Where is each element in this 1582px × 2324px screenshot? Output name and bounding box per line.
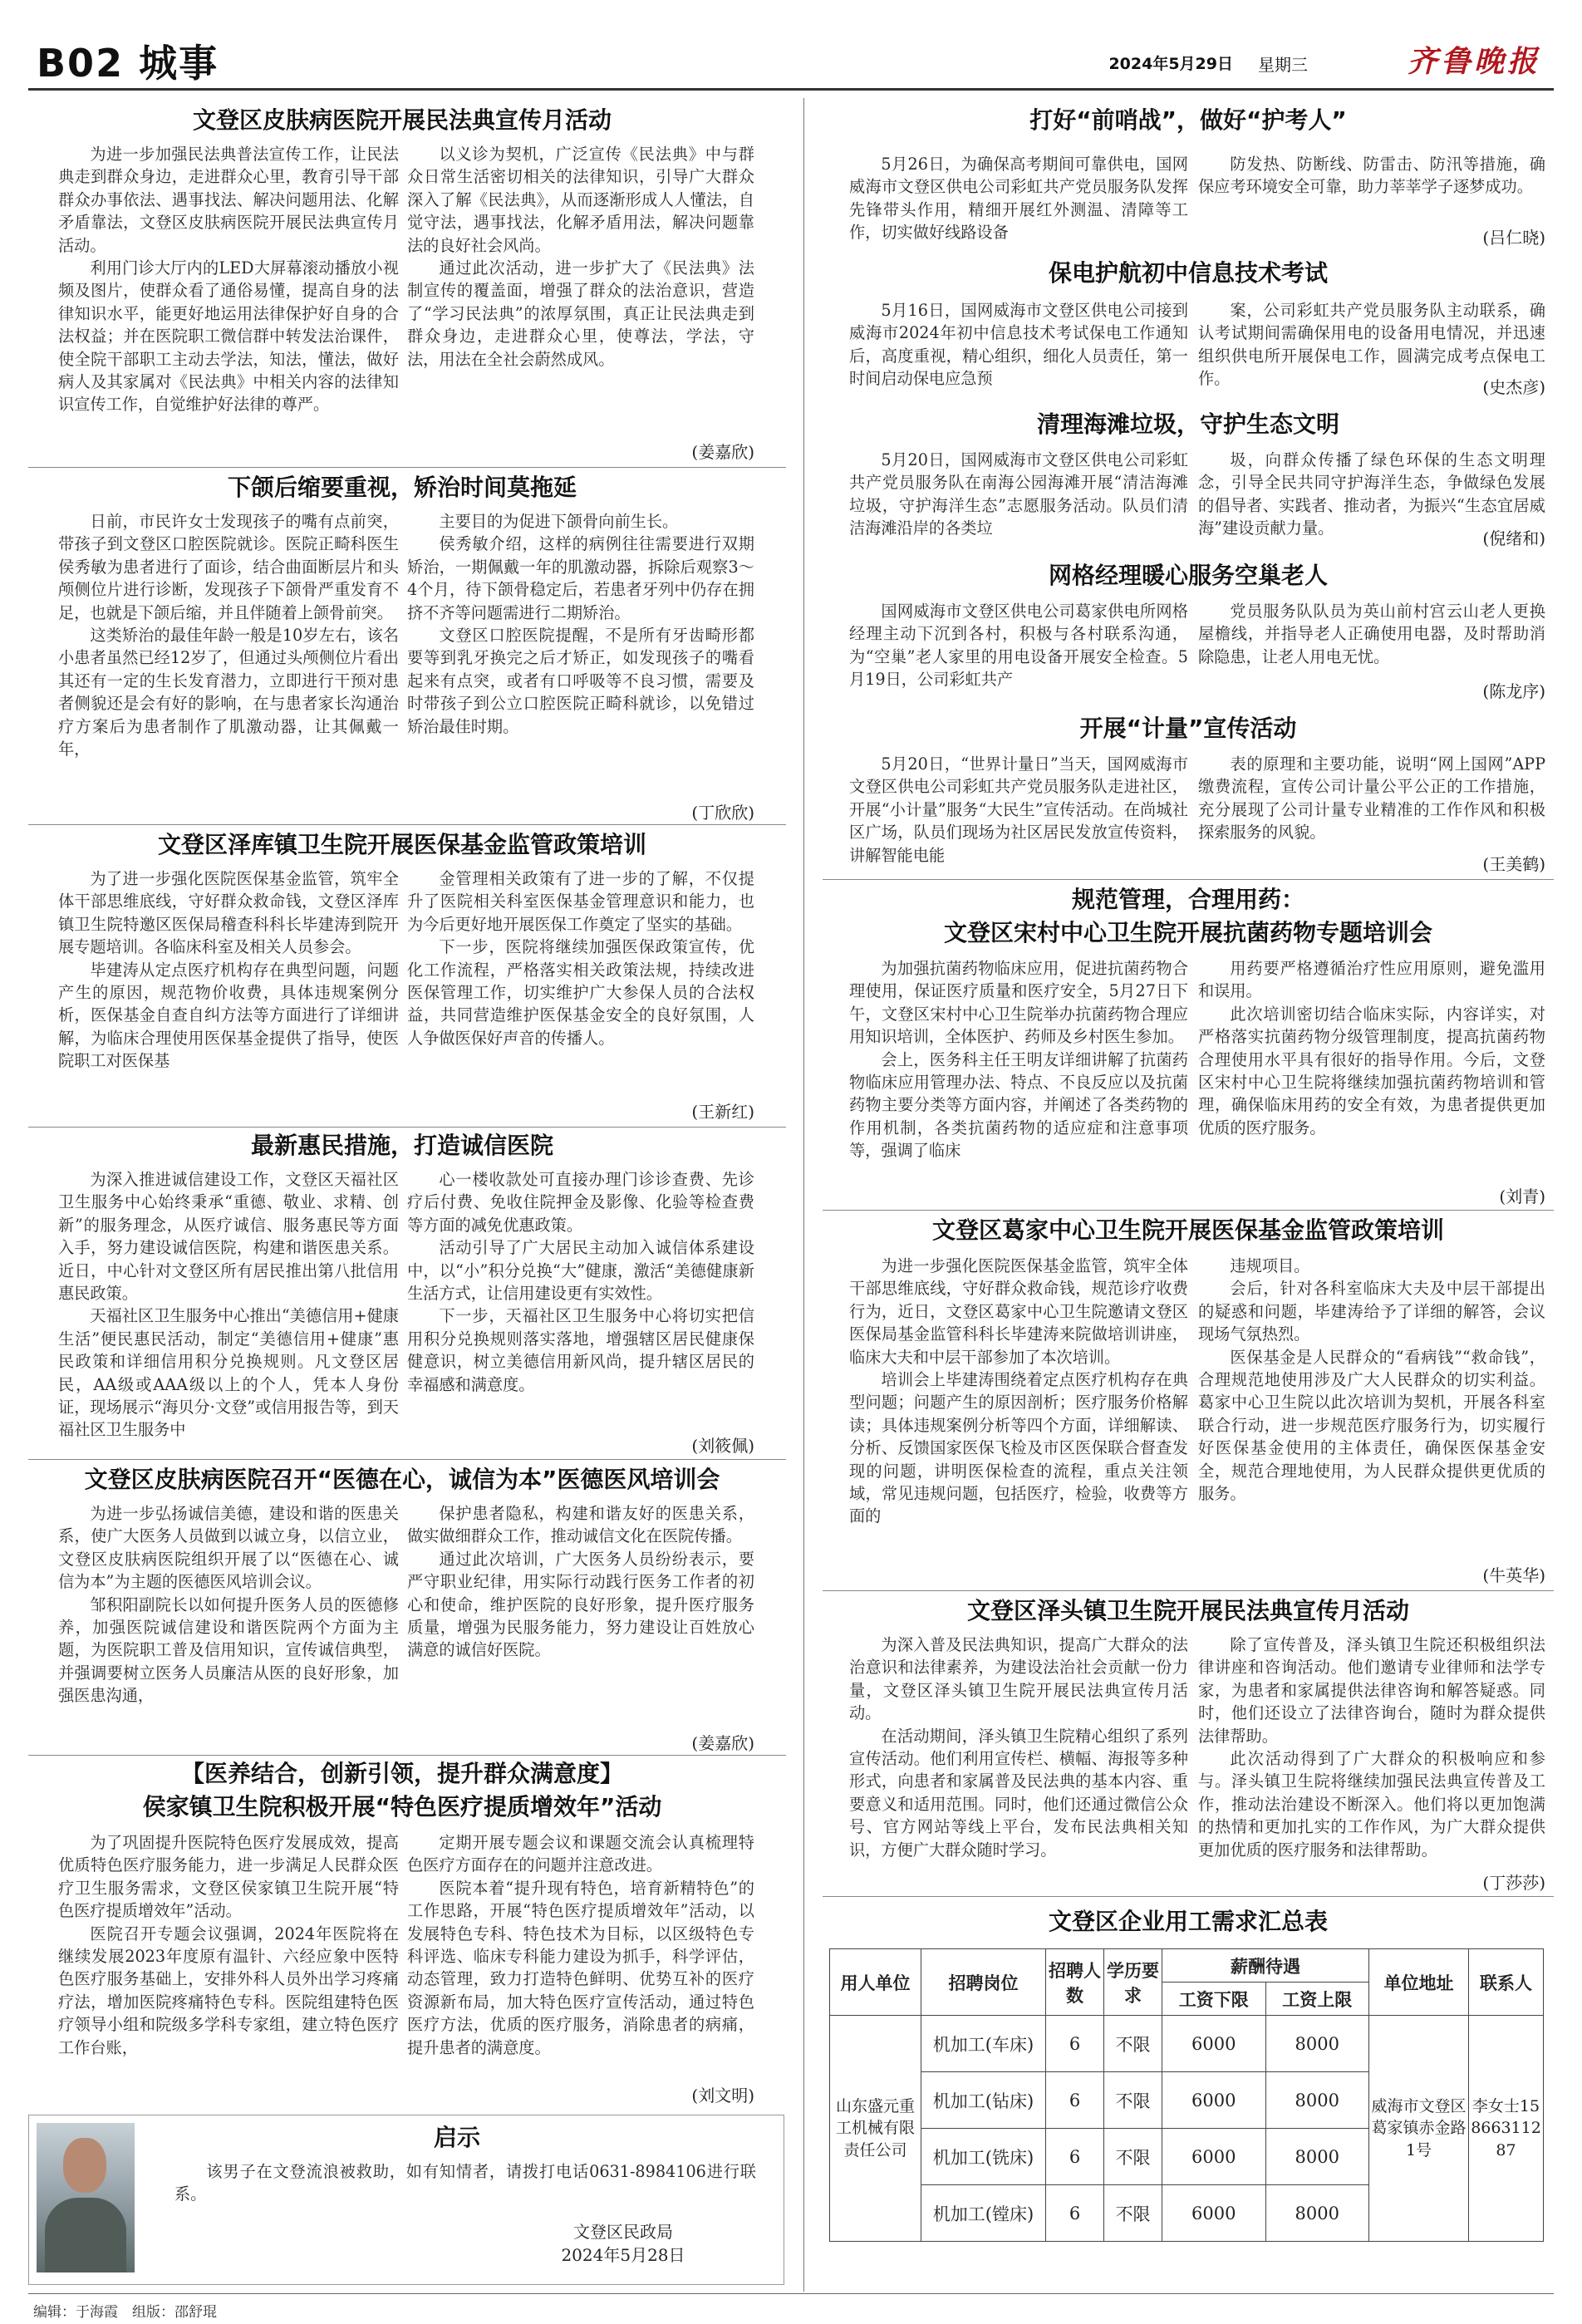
article-subtitle: 侯家镇卫生院积极开展“特色医疗提质增效年”活动: [142, 1793, 662, 1820]
article-body-col1: [849, 1634, 1188, 1891]
paragraph: 医院召开专题会议强调，2024年医院将在继续发展2023年度原有温针、六经应象中医特色医疗服务基础上，安排外科人员外出学习疼痛疗法，增加医院疼痛特色专科。医院组建特色医疗领导小组和院级多学科专家组，建立特色医疗工作台账，: [58, 1924, 399, 2057]
article-author: (史杰彦): [1482, 377, 1545, 397]
paragraph: 防发热、防断线、防雷击、防汛等措施，确保应考环境安全可靠，助力莘莘学子逐梦成功。: [1198, 155, 1545, 197]
edu-cell: 不限: [1104, 2129, 1162, 2185]
jobs-table: [829, 1948, 1544, 2242]
col-header-address: 单位地址: [1369, 1949, 1469, 2016]
employer-cell: 山东盛元重工机械有限责任公司: [830, 2016, 921, 2242]
article-title: 网格经理暖心服务空巢老人: [1048, 562, 1328, 589]
col-header-position: 招聘岗位: [921, 1949, 1046, 2016]
section-title: B02 城事: [37, 41, 219, 86]
column-divider: [803, 98, 804, 2292]
article-body-col1: [849, 1255, 1188, 1599]
article-author: (吕仁晓): [1482, 228, 1545, 248]
table-row: [830, 2016, 1544, 2072]
notice-date: 2024年5月28日: [561, 2245, 685, 2265]
article-author: (王新红): [691, 1102, 754, 1122]
edu-cell: 不限: [1104, 2016, 1162, 2072]
paragraph: 天福社区卫生服务中心推出“美德信用+健康生活”便民惠民活动，制定“美德信用+健康”惠民政策和详细信用积分兑换规则。凡文登区居民，AA级或AAA级以上的个人，凭本人身份证，现场展示“海贝分·文登”或信用报告等，到天福社区卫生服务中: [58, 1306, 399, 1440]
article-body-col1: [849, 957, 1188, 1210]
paragraph: 为深入推进诚信建设工作，文登区天福社区卫生服务中心始终秉承“重德、敬业、求精、创新”的服务理念，从医疗诚信、服务惠民等方面入手，努力建设诚信医院，构建和谐医患关系。近日，中心针对文登区所有居民推出第八批信用惠民政策。: [58, 1170, 399, 1304]
contact-cell: 李女士15866311287: [1469, 2016, 1544, 2242]
notice-text: [174, 2160, 756, 2210]
col-header-employer: 用人单位: [830, 1949, 921, 2016]
article-body-col2: [1198, 957, 1545, 1187]
article-title: 【医养结合，创新引领，提升群众满意度】: [180, 1760, 623, 1787]
paragraph: 定期开展专题会议和课题交流会认真梳理特色医疗方面存在的问题并注意改进。: [407, 1833, 754, 1875]
paragraph: 医院本着“提升现有特色，培育新精特色”的工作思路，开展“特色医疗提质增效年”活动，以发展特色专科、特色技术为目标，以区级特色专科评选、临床专科能力建设为抓手，科学评估，动态管理，致力打造特色鲜明、优势互补的医疗资源新布局，加大特色医疗宣传活动，通过特色医疗方法，优质的医疗服务，消除患者的病痛，提升患者的满意度。: [407, 1878, 754, 2057]
article-author: (姜嘉欣): [691, 442, 754, 462]
paragraph: 下一步，天福社区卫生服务中心将切实把信用积分兑换规则落实落地，增强辖区居民健康保健意识，树立美德信用新风尚，提升辖区居民的幸福感和满意度。: [407, 1306, 754, 1394]
paragraph: 侯秀敏介绍，这样的病例往往需要进行双期矫治，一期佩戴一年的肌激动器，拆除后观察3～4个月，待下颌骨稳定后，若患者牙列中仍存在拥挤不齐等问题需进行二期矫治。: [407, 534, 754, 622]
article-body-col1: [849, 600, 1188, 693]
article-title: 文登区皮肤病医院开展民法典宣传月活动: [192, 106, 612, 134]
paragraph: 国网威海市文登区供电公司葛家供电所网格经理主动下沉到各村，积极与各村联系沟通，为“空巢”老人家里的用电设备开展安全检查。5月19日，公司彩虹共产: [849, 602, 1188, 690]
paragraph: 此次活动得到了广大群众的积极响应和参与。泽头镇卫生院将继续加强民法典宣传普及工作，推动法治建设不断深入。他们将以更加饱满的热情和更加扎实的工作作风，为广大群众提供更加优质的医疗服务和法律帮助。: [1198, 1749, 1545, 1860]
position-cell: 机加工(钻床): [921, 2072, 1046, 2129]
paragraph: 除了宣传普及，泽头镇卫生院还积极组织法律讲座和咨询活动。他们邀请专业律师和法学专家，为患者和家属提供法律咨询和解答疑惑。同时，他们还设立了法律咨询台，随时为群众提供法律帮助。: [1198, 1635, 1545, 1746]
position-cell: 机加工(车床): [921, 2016, 1046, 2072]
paragraph: 5月20日，“世界计量日”当天，国网威海市文登区供电公司彩虹共产党员服务队走进社区，开展“小计量”服务“大民生”宣传活动。在尚城社区广场，队员们现场为社区居民发放宣传资料，讲解智能电能: [849, 754, 1188, 865]
paragraph: 日前，市民许女士发现孩子的嘴有点前突，带孩子到文登区口腔医院就诊。医院正畸科医生侯秀敏为患者进行了面诊，结合曲面断层片和头颅侧位片进行诊断，发现孩子下颌骨严重发育不足，也就是下颌后缩，并且伴随着上颌骨前突。: [58, 512, 399, 622]
col-header-salary-high: 工资上限: [1265, 1983, 1369, 2016]
position-cell: 机加工(铣床): [921, 2129, 1046, 2185]
paragraph: 金管理相关政策有了进一步的了解，不仅提升了医院相关科室医保基金管理意识和能力，也为今后更好地开展医保工作奠定了坚实的基础。: [407, 869, 754, 934]
paragraph: 会上，医务科主任王明友详细讲解了抗菌药物临床应用管理办法、特点、不良反应以及抗菌药物主要分类等方面内容，并阐述了各类药物的作用机制，各类抗菌药物的适应症和注意事项等，强调了临床: [849, 1049, 1188, 1161]
article-body-col1: [58, 867, 399, 1123]
salary-low-cell: 6000: [1162, 2129, 1266, 2185]
paragraph: 通过此次培训，广大医务人员纷纷表示，要严守职业纪律，用实际行动践行医务工作者的初心和使命，维护医院的良好形象，提升医疗服务质量，增强为民服务能力，努力建设让百姓放心满意的诚信好医院。: [407, 1549, 754, 1660]
col-header-edu: 学历要求: [1104, 1949, 1162, 2016]
header-rule: [28, 88, 1554, 91]
edu-cell: 不限: [1104, 2185, 1162, 2242]
count-cell: 6: [1046, 2016, 1104, 2072]
paragraph: 5月26日，为确保高考期间可靠供电，国网威海市文登区供电公司彩虹共产党员服务队发挥先锋带头作用，精细开展红外测温、清障等工作，切实做好线路设备: [849, 155, 1188, 243]
salary-low-cell: 6000: [1162, 2016, 1266, 2072]
col-header-count: 招聘人数: [1046, 1949, 1104, 2016]
article-author: (刘筱佩): [691, 1436, 754, 1456]
missing-person-photo: [37, 2123, 135, 2272]
col-header-salary: 薪酬待遇: [1162, 1949, 1369, 1983]
article-body-col1: [849, 449, 1188, 542]
count-cell: 6: [1046, 2185, 1104, 2242]
article-title: 文登区皮肤病医院召开“医德在心，诚信为本”医德医风培训会: [84, 1466, 720, 1493]
salary-high-cell: 8000: [1265, 2185, 1369, 2242]
count-cell: 6: [1046, 2072, 1104, 2129]
article-author: (王美鹤): [1482, 854, 1545, 874]
article-title: 文登区泽库镇卫生院开展医保基金监管政策培训: [157, 831, 646, 858]
article-title: 文登区泽头镇卫生院开展民法典宣传月活动: [966, 1597, 1409, 1624]
paragraph: 用药要严格遵循治疗性应用原则，避免滥用和误用。: [1198, 959, 1545, 1001]
article-title: 开展“计量”宣传活动: [1079, 715, 1297, 742]
article-body-col1: [849, 153, 1188, 244]
edu-cell: 不限: [1104, 2072, 1162, 2129]
paragraph: 下一步，医院将继续加强医保政策宣传，优化工作流程，严格落实相关政策法规，持续改进医保管理工作，切实维护广大参保人员的合法权益，共同营造维护医保基金安全的良好氛围，人人争做医保好声音的传播人。: [407, 937, 754, 1048]
notice-org: 文登区民政局: [573, 2222, 673, 2242]
article-body-col2: [1198, 1634, 1545, 1866]
paragraph: 心一楼收款处可直接办理门诊诊查费、先诊疗后付费、免收住院押金及影像、化验等检查费等方面的减免优惠政策。: [407, 1170, 754, 1235]
notice-title: 启示: [433, 2124, 480, 2151]
article-body-col1: [58, 1502, 399, 1752]
issue-date: 2024年5月29日: [1108, 55, 1233, 73]
count-cell: 6: [1046, 2129, 1104, 2185]
paragraph: 利用门诊大厅内的LED大屏幕滚动播放小视频及图片，使群众看了通俗易懂，提高自身的法律知识水平，能更好地运用法律保护好自身的合法权益；并在医院职工微信群中转发法治课件，使全院干部职工主动去学法，知法，懂法，做好病人及其家属对《民法典》中相关内容的法律知识宣传工作，自觉维护好法律的尊严。: [58, 258, 399, 415]
article-title: 文登区葛家中心卫生院开展医保基金监管政策培训: [931, 1216, 1444, 1244]
paragraph: 邹积阳副院长以如何提升医务人员的医德修养，加强医院诚信建设和谐医院两个方面为主题，为医院职工普及信用知识，宣传诚信典型，并强调要树立医务人员廉洁从医的良好形象，加强医患沟通，: [58, 1594, 399, 1706]
article-title: 保电护航初中信息技术考试: [1048, 259, 1328, 287]
paragraph: 5月16日，国网威海市文登区供电公司接到威海市2024年初中信息技术考试保电工作通知后，高度重视，精心组织，细化人员责任，第一时间启动保电应急预: [849, 301, 1188, 389]
paragraph: 在活动期间，泽头镇卫生院精心组织了系列宣传活动。他们利用宣传栏、横幅、海报等多种形式，向患者和家属普及民法典的基本内容、重要意义和适用范围。同时，他们还通过微信公众号、官方网站等线上平台，发布民法典相关知识，方便广大群众随时学习。: [849, 1726, 1188, 1860]
article-body-col1: [58, 143, 399, 459]
paragraph: 活动引导了广大居民主动加入诚信体系建设中，以“小”积分兑换“大”健康，激活“美德健康新生活方式，让信用建设更有实效性。: [407, 1238, 754, 1304]
article-author: (丁欣欣): [691, 803, 754, 823]
paragraph: 会后，针对各科室临床大夫及中层干部提出的疑惑和问题，毕建涛给予了详细的解答，会议现场气氛热烈。: [1198, 1279, 1545, 1344]
newspaper-logo: 齐鲁晚报: [1407, 44, 1540, 79]
salary-high-cell: 8000: [1265, 2016, 1369, 2072]
article-body-col2: [407, 1502, 754, 1728]
paragraph: 为了进一步强化医院医保基金监管，筑牢全体干部思维底线，守好群众救命钱，文登区泽库镇卫生院特邀区医保局稽查科科长毕建涛到院开展专题培训。各临床科室及相关人员参会。: [58, 869, 399, 957]
article-author: (牛英华): [1482, 1565, 1545, 1585]
paragraph: 此次培训密切结合临床实际，内容详实，对严格落实抗菌药物分级管理制度，提高抗菌药物合理使用水平具有很好的指导作用。今后，文登区宋村中心卫生院将继续加强抗菌药物培训和管理，确保临床用药的安全有效，为患者提供更加优质的医疗服务。: [1198, 1004, 1545, 1137]
paragraph: 案，公司彩虹共产党员服务队主动联系，确认考试期间需确保用电的设备用电情况，并迅速组织供电所开展保电工作，圆满完成考点保电工作。: [1198, 301, 1545, 389]
article-body-col2: [407, 143, 754, 435]
article-author: (丁莎莎): [1482, 1873, 1545, 1893]
col-header-contact: 联系人: [1469, 1949, 1544, 2016]
article-author: (姜嘉欣): [691, 1733, 754, 1753]
paragraph: 为深入普及民法典知识，提高广大群众的法治意识和法律素养，为建设法治社会贡献一份力量，文登区泽头镇卫生院开展民法典宣传月活动。: [849, 1635, 1188, 1723]
article-body-col2: [407, 510, 754, 821]
salary-low-cell: 6000: [1162, 2185, 1266, 2242]
paragraph: 这类矫治的最佳年龄一般是10岁左右，该名小患者虽然已经12岁了，但通过头颅侧位片看出其还有一定的生长发育潜力，立即进行干预对患者侧貌还是会有好的影响，在与患者家长沟通治疗方案后为患者制作了肌激动器，让其佩戴一年，: [58, 626, 399, 759]
salary-low-cell: 6000: [1162, 2072, 1266, 2129]
article-body-col2: [1198, 1255, 1545, 1554]
salary-high-cell: 8000: [1265, 2129, 1369, 2185]
paragraph: 毕建涛从定点医疗机构存在典型问题，问题产生的原因，规范物价收费，具体违规案例分析，医保基金自查自纠方法等方面进行了详细讲解，为临床合理使用医保基金提供了指导，使医院职工对医保基: [58, 960, 399, 1071]
paragraph: 为进一步弘扬诚信美德，建设和谐的医患关系，使广大医务人员做到以诚立身，以信立业，文登区皮肤病医院组织开展了以“医德在心、诚信为本”为主题的医德医风培训会议。: [58, 1504, 399, 1592]
article-author: (刘青): [1499, 1187, 1545, 1206]
paragraph: 表的原理和主要功能，说明“网上国网”APP缴费流程，宣传公司计量公平公正的工作措施，充分展现了公司计量专业精准的工作作风和积极探索服务的风貌。: [1198, 754, 1545, 843]
paragraph: 党员服务队队员为英山前村宫云山老人更换屋檐线，并指导老人正确使用电器，及时帮助消除隐患，让老人用电无忧。: [1198, 602, 1545, 666]
paragraph: 为进一步加强民法典普法宣传工作，让民法典走到群众身边，走进群众心里，教育引导干部群众办事依法、遇事找法、解决问题用法、化解矛盾靠法，文登区皮肤病医院开展民法典宣传月活动。: [58, 145, 399, 255]
paragraph: 该男子在文登流浪被救助，如有知情者，请拨打电话0631-8984106进行联系。: [174, 2162, 756, 2204]
paragraph: 主要目的为促进下颌骨向前生长。: [439, 512, 679, 531]
salary-high-cell: 8000: [1265, 2072, 1369, 2129]
article-author: (陈龙序): [1482, 681, 1545, 701]
paragraph: 违规项目。: [1230, 1256, 1310, 1275]
paragraph: 以义诊为契机，广泛宣传《民法典》中与群众日常生活密切相关的法律知识，引导广大群众深入了解《民法典》，从而逐渐形成人人懂法，自觉守法，遇事找法，化解矛盾用法，解决问题靠法的良好社会风尚。: [407, 145, 754, 255]
paragraph: 文登区口腔医院提醒，不是所有牙齿畸形都要等到乳牙换完之后才矫正，如发现孩子的嘴看起来有点突，或者有口呼吸等不良习惯，需要及时带孩子到公立口腔医院正畸科就诊，以免错过矫治最佳时期。: [407, 626, 754, 736]
paragraph: 医保基金是人民群众的“看病钱”“救命钱”，合理规范地使用涉及广大人民群众的切实利益。葛家中心卫生院以此次培训为契机，开展各科室联合行动，进一步规范医疗服务行为，切实履行好医保基金使用的主体责任，确保医保基金安全，规范合理地使用，为人民群众提供更优质的服务。: [1198, 1347, 1545, 1504]
article-body-col1: [58, 510, 399, 821]
jobs-table-title: 文登区企业用工需求汇总表: [1048, 1908, 1328, 1935]
article-body-col1: [58, 1168, 399, 1456]
paragraph: 5月20日，国网威海市文登区供电公司彩虹共产党员服务队在南海公园海滩开展“清洁海滩垃圾，守护海洋生态”志愿服务活动。队员们清洁海滩沿岸的各类垃: [849, 450, 1188, 538]
paragraph: 培训会上毕建涛围绕着定点医疗机构存在典型问题；问题产生的原因剖析；医疗服务价格解读；具体违规案例分析等四个方面，详细解读、分析、反馈国家医保飞检及市区医保联合督查发现的问题，讲明医保检查的流程，重点关注领域，常见违规问题，包括医疗，检验，收费等方面的: [849, 1370, 1188, 1526]
paragraph: 为了巩固提升医院特色医疗发展成效，提高优质特色医疗服务能力，进一步满足人民群众医疗卫生服务需求，文登区侯家镇卫生院开展“特色医疗提质增效年”活动。: [58, 1833, 399, 1921]
article-body-col2: [407, 1168, 754, 1432]
article-title: 规范管理，合理用药：: [1071, 886, 1304, 913]
article-title: 最新惠民措施，打造诚信医院: [250, 1132, 553, 1159]
article-body-col2: [1198, 753, 1545, 846]
col-header-salary-low: 工资下限: [1162, 1983, 1266, 2016]
paragraph: 圾，向群众传播了绿色环保的生态文明理念，引导全民共同守护海洋生态，争做绿色发展的倡导者、实践者、推动者，为振兴“生态宜居威海”建设贡献力量。: [1198, 450, 1545, 538]
article-title: 下颌后缩要重视，矫治时间莫拖延: [227, 474, 577, 501]
article-title: 打好“前哨战”，做好“护考人”: [1029, 106, 1347, 134]
position-cell: 机加工(镗床): [921, 2185, 1046, 2242]
article-subtitle: 文登区宋村中心卫生院开展抗菌药物专题培训会: [943, 919, 1432, 946]
article-body-col1: [58, 1831, 399, 2104]
article-body-col1: [849, 753, 1188, 869]
paragraph: 保护患者隐私，构建和谐友好的医患关系，做实做细群众工作，推动诚信文化在医院传播。: [407, 1504, 754, 1546]
issue-weekday: 星期三: [1258, 55, 1308, 75]
article-body-col1: [849, 299, 1188, 392]
paragraph: 为加强抗菌药物临床应用，促进抗菌药物合理使用，保证医疗质量和医疗安全，5月27日下午，文登区宋村中心卫生院举办抗菌药物合理应用知识培训，全体医护、药师及乡村医生参加。: [849, 959, 1188, 1047]
page-footer: 编辑：于海霞 组版：邵舒琨: [33, 2304, 217, 2321]
article-body-col2: [407, 1831, 754, 2081]
paragraph: 通过此次活动，进一步扩大了《民法典》法制宣传的覆盖面，增强了群众的法治意识，营造了“学习民法典”的浓厚氛围，真正让民法典走到群众身边，走进群众心里，使尊法，学法，守法，用法在全社会蔚然成风。: [407, 258, 754, 369]
address-cell: 威海市文登区葛家镇赤金路1号: [1369, 2016, 1469, 2242]
article-body-col2: [407, 867, 754, 1093]
paragraph: 为进一步强化医院医保基金监管，筑牢全体干部思维底线，守好群众救命钱，规范诊疗收费行为，近日，文登区葛家中心卫生院邀请文登区医保局基金监管科科长毕建涛来院做培训讲座，临床大夫和中层干部参加了本次培训。: [849, 1256, 1188, 1367]
article-author: (倪绪和): [1482, 528, 1545, 548]
article-title: 清理海滩垃圾，守护生态文明: [1036, 410, 1339, 438]
article-author: (刘文明): [691, 2086, 754, 2105]
